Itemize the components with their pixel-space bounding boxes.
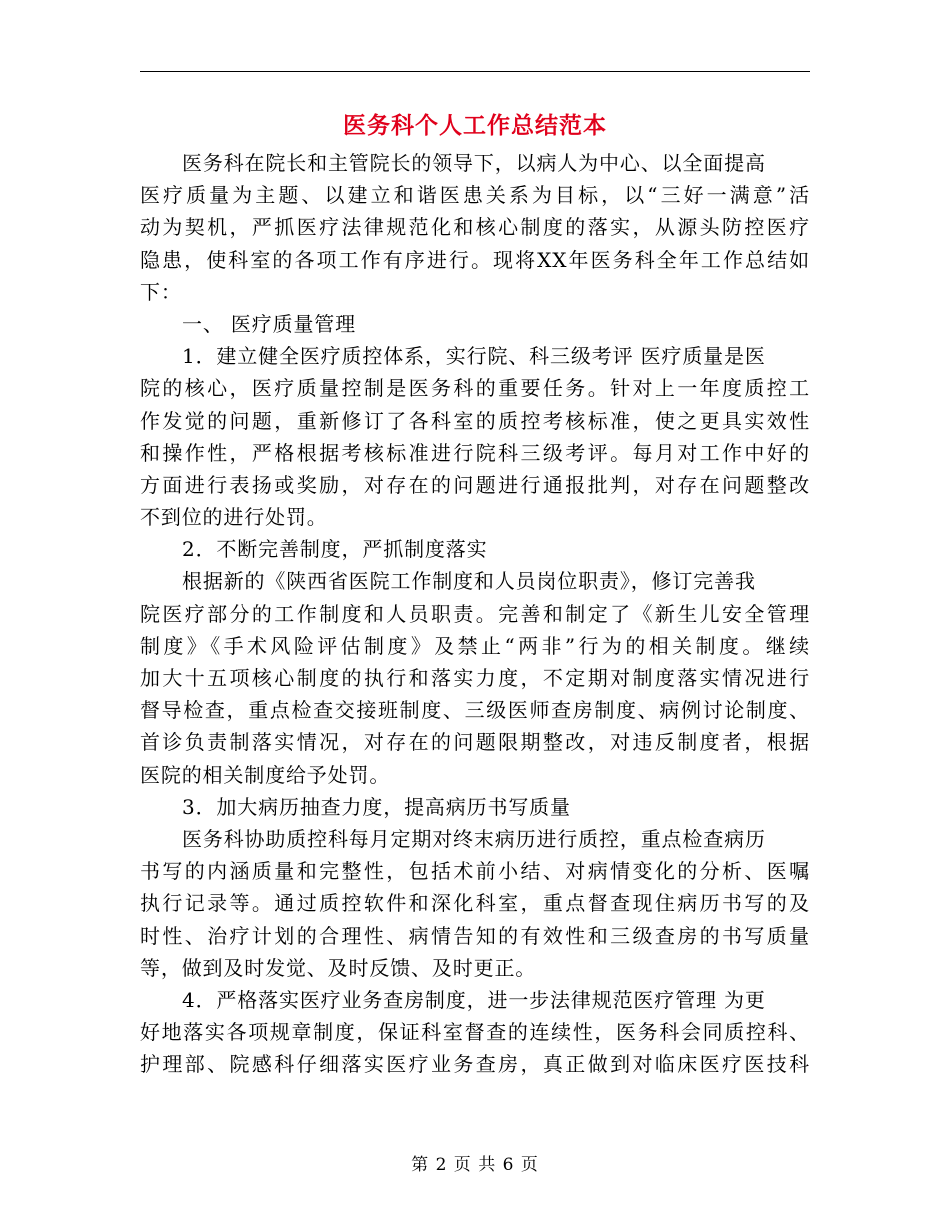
document-title: 医务科个人工作总结范本 [343, 112, 607, 139]
paragraph-line: 加大十五项核心制度的执行和落实力度，不定期对制度落实情况进行 [140, 666, 810, 690]
subsection-heading: 1．建立健全医疗质控体系，实行院、科三级考评 医疗质量是医 [182, 344, 766, 369]
paragraph-line: 首诊负责制落实情况，对存在的问题限期整改，对违反制度者，根据 [140, 730, 810, 755]
paragraph-line: 督导检查，重点检查交接班制度、三级医师查房制度、病例讨论制度、 [140, 698, 810, 723]
paragraph-line: 院的核心，医疗质量控制是医务科的重要任务。针对上一年度质控工 [140, 376, 810, 401]
paragraph-line: 医院的相关制度给予处罚。 [140, 762, 391, 787]
paragraph-line: 和操作性，严格根据考核标准进行院科三级考评。每月对工作中好的 [140, 440, 810, 465]
paragraph-line: 制度》《手术风险评估制度》及禁止“两非”行为的相关制度。继续 [140, 633, 810, 658]
section-heading: 一、 医疗质量管理 [182, 311, 357, 336]
paragraph-line: 动为契机，严抓医疗法律规范化和核心制度的落实，从源头防控医疗 [140, 215, 810, 240]
document-body [140, 147, 810, 1080]
paragraph-line: 医务科协助质控科每月定期对终末病历进行质控，重点检查病历 [182, 826, 766, 851]
paragraph-line: 等，做到及时发觉、及时反馈、及时更正。 [140, 955, 537, 980]
paragraph-line: 医务科在院长和主管院长的领导下，以病人为中心、以全面提高 [182, 151, 766, 175]
paragraph-line: 执行记录等。通过质控软件和深化科室，重点督查现住病历书写的及 [140, 891, 810, 916]
paragraph-line: 护理部、院感科仔细落实医疗业务查房，真正做到对临床医疗医技科 [140, 1052, 810, 1077]
paragraph-line: 不到位的进行处罚。 [140, 505, 328, 530]
paragraph-line: 书写的内涵质量和完整性，包括术前小结、对病情变化的分析、医嘱 [140, 859, 810, 884]
paragraph-line: 隐患，使科室的各项工作有序进行。现将XX年医务科全年工作总结如 [140, 247, 810, 272]
page-number: 第 2 页 共 6 页 [411, 1155, 539, 1175]
paragraph-line: 方面进行表扬或奖励，对存在的问题进行通报批判，对存在问题整改 [140, 472, 810, 497]
paragraph-line: 院医疗部分的工作制度和人员职责。完善和制定了《新生儿安全管理 [140, 601, 810, 626]
paragraph-line: 下： [140, 279, 182, 304]
paragraph-line: 作发觉的问题，重新修订了各科室的质控考核标准，使之更具实效性 [140, 408, 810, 433]
subsection-heading: 4．严格落实医疗业务查房制度，进一步法律规范医疗管理 为更 [182, 987, 766, 1012]
paragraph-line: 根据新的《陕西省医院工作制度和人员岗位职责》，修订完善我 [182, 569, 756, 594]
paragraph-line: 时性、治疗计划的合理性、病情告知的有效性和三级查房的书写质量 [140, 923, 810, 948]
header-rule [140, 71, 810, 72]
paragraph-line: 好地落实各项规章制度，保证科室督查的连续性，医务科会同质控科、 [140, 1020, 810, 1045]
paragraph-line: 医疗质量为主题、以建立和谐医患关系为目标，以“三好一满意”活 [140, 183, 810, 208]
subsection-heading: 2．不断完善制度，严抓制度落实 [182, 537, 488, 562]
subsection-heading: 3．加大病历抽查力度，提高病历书写质量 [182, 794, 571, 819]
